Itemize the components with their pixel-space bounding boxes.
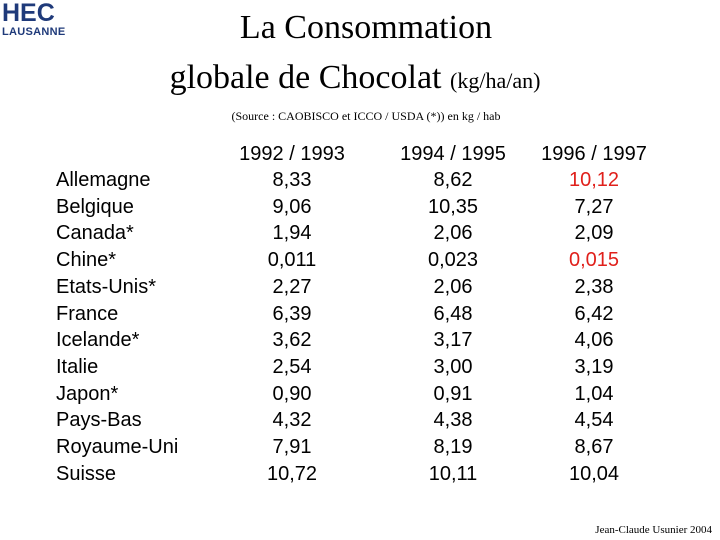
value-cell: 4,06 [574, 329, 614, 352]
country-name: Allemagne [56, 169, 151, 191]
value-cell: 8,62 [433, 169, 473, 191]
value-cell: 4,54 [574, 409, 614, 432]
value-cell: 2,06 [433, 222, 473, 245]
value-cell: 10,04 [568, 462, 620, 485]
value-cell: 3,19 [574, 355, 614, 378]
slide-title-main: globale de Chocolat [169, 59, 442, 96]
logo-hec-text: HEC [2, 0, 55, 27]
value-cell: 4,38 [433, 409, 473, 432]
value-cell: 0,91 [433, 382, 473, 405]
country-name: Italie [56, 355, 99, 378]
country-name: France [56, 302, 119, 325]
value-cell: 2,09 [574, 222, 614, 245]
value-cell: 10,35 [427, 195, 479, 218]
table-row [0, 461, 720, 488]
country-name: Suisse [56, 462, 117, 485]
value-cell: 10,72 [266, 462, 318, 485]
table-row [0, 194, 720, 221]
author-footer: Jean-Claude Usunier 2004 [595, 524, 712, 536]
logo-lausanne-text: LAUSANNE [2, 26, 66, 38]
country-name: Chine* [56, 249, 117, 272]
slide-title-line-1: La Consommation [239, 9, 493, 46]
value-cell: 0,015 [568, 249, 620, 272]
table-row [0, 354, 720, 381]
value-cell: 3,62 [272, 329, 312, 352]
country-name: Royaume-Uni [56, 436, 179, 458]
value-cell: 8,19 [433, 436, 473, 458]
column-header-1996-1997: 1996 / 1997 [541, 143, 647, 165]
value-cell: 1,04 [574, 382, 614, 405]
value-cell: 9,06 [272, 195, 312, 218]
country-name: Japon* [56, 382, 119, 405]
value-cell: 2,38 [574, 275, 614, 298]
value-cell: 8,33 [272, 169, 312, 191]
column-header-1994-1995: 1994 / 1995 [400, 143, 506, 165]
value-cell: 6,42 [574, 302, 614, 325]
value-cell: 7,27 [574, 195, 614, 218]
table-row [0, 381, 720, 408]
source-note: (Source : CAOBISCO et ICCO / USDA (*)) en kg / hab [231, 109, 501, 123]
value-cell: 0,023 [427, 249, 479, 272]
value-cell: 0,011 [267, 249, 317, 272]
table-row [0, 301, 720, 328]
table-row [0, 220, 720, 247]
slide-title-line-2 [0, 58, 720, 101]
country-name: Icelande* [56, 329, 140, 352]
value-cell: 4,32 [272, 409, 312, 432]
value-cell: 10,12 [568, 169, 620, 191]
value-cell: 3,17 [433, 329, 473, 352]
value-cell: 3,00 [433, 355, 473, 378]
value-cell: 6,48 [433, 302, 473, 325]
table-row [0, 167, 720, 194]
country-name: Pays-Bas [56, 409, 142, 432]
value-cell: 2,27 [272, 275, 312, 298]
table-row [0, 407, 720, 434]
column-header-1992-1993: 1992 / 1993 [239, 143, 345, 165]
value-cell: 7,91 [272, 436, 312, 458]
slide-title-unit: (kg/ha/an) [450, 68, 541, 93]
value-cell: 0,90 [272, 382, 312, 405]
country-name: Etats-Unis* [56, 275, 157, 298]
country-name: Canada* [56, 222, 134, 245]
value-cell: 2,06 [433, 275, 473, 298]
value-cell: 10,11 [428, 462, 478, 485]
value-cell: 2,54 [272, 355, 312, 378]
value-cell: 1,94 [272, 222, 312, 245]
value-cell: 8,67 [574, 436, 614, 458]
table-row [0, 274, 720, 301]
table-row [0, 434, 720, 461]
table-row [0, 247, 720, 274]
country-name: Belgique [56, 195, 134, 218]
table-row [0, 327, 720, 354]
value-cell: 6,39 [272, 302, 312, 325]
